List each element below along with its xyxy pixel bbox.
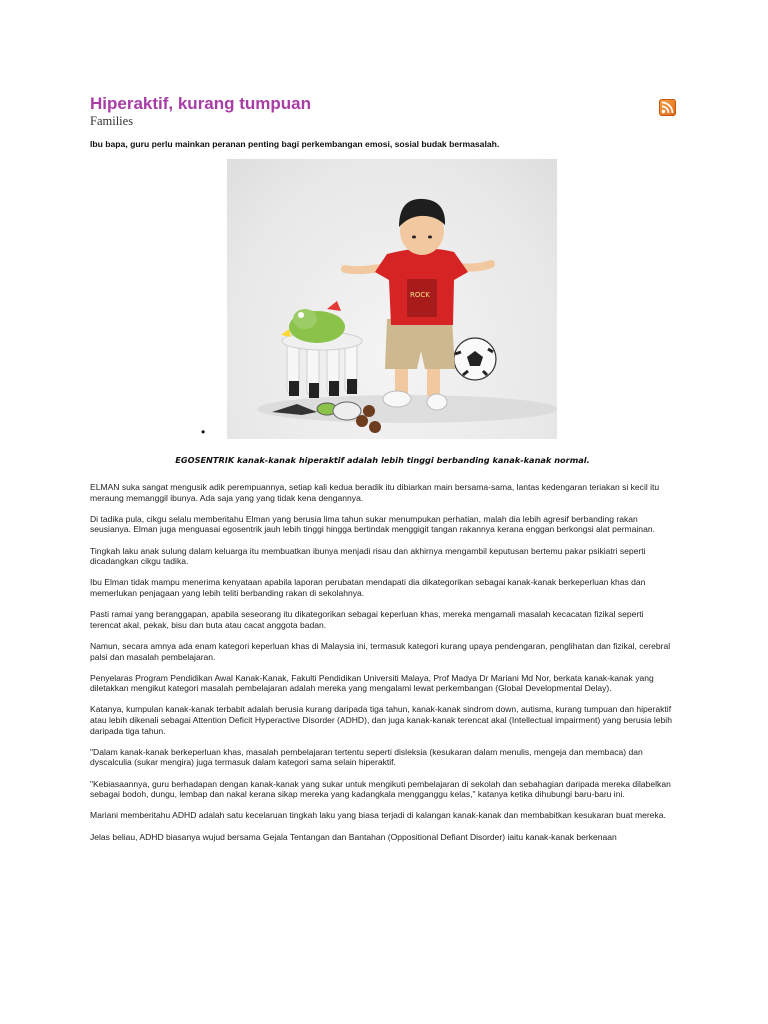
article-paragraph: Ibu Elman tidak mampu menerima kenyataan apabila laporan perubatan mendapati dia dikategorikan sebagai kanak-kanak berkeperluan khas dan memerlukan penjagaan yang lebih teliti berbanding rakan di sekolahnya. (90, 577, 646, 598)
article-paragraph: Tingkah laku anak sulung dalam keluarga itu membuatkan ibunya menjadi risau dan akhirnya mengambil keputusan bertemu pakar psikiatri seperti dicadangkan cikgu tadika. (90, 545, 646, 567)
article-paragraph: Namun, secara amnya ada enam kategori keperluan khas di Malaysia ini, termasuk kategori kurang upaya pendengaran, penglihatan dan fizikal, cerebral palsi dan masalah pembelajaran. (90, 640, 671, 662)
article-paragraph: "Dalam kanak-kanak berkeperluan khas, masalah pembelajaran tertentu seperti disleksia (kesukaran dalam menulis, mengeja dan membaca) dan dyscalculia (sukar mengira) juga termasuk dalam kategori sama selain hiperaktif. (90, 746, 643, 768)
article-category[interactable]: Families (90, 114, 134, 128)
article-paragraph: Jelas beliau, ADHD biasanya wujud bersama Gejala Tentangan dan Bantahan (Oppositional Defiant Disorder) iaitu kanak-kanak berkenaan (90, 831, 617, 842)
rss-feed-icon[interactable] (659, 99, 676, 116)
article-title: Hiperaktif, kurang tumpuan (90, 94, 312, 113)
article-paragraph: Katanya, kumpulan kanak-kanak terbabit adalah berusia kurang daripada tiga tahun, kanak-kanak sindrom down, autisma, kurang tumpuan dan hiperaktif atau lebih dikenali sebagai Attention Deficit Hyperactive Disorder (ADHD), dan juga kanak-kanak terencat akal (Intellectual impairment) yang berusia lebih daripada tiga tahun. (90, 704, 672, 736)
article-paragraph: Penyelaras Program Pendidikan Awal Kanak-Kanak, Fakulti Pendidikan Universiti Malaya, Prof Madya Dr Mariani Md Nor, berkata kanak-kanak yang diletakkan mengikut kategori masalah pembelajaran adalah mereka yang mengalami lewat perkembangan (Global Developmental Delay). (90, 672, 654, 694)
photo-caption: EGOSENTRIK kanak-kanak hiperaktif adalah lebih tinggi berbanding kanak-kanak normal. (175, 455, 590, 465)
svg-text:ROCK: ROCK (410, 291, 430, 299)
article-paragraph: ELMAN suka sangat mengusik adik perempuannya, setiap kali kedua beradik itu dibiarkan main bersama-sama, lantas kedengaran teriakan si kecil itu meraung memanggil ibunya. Ada saja yang yang tidak kena dengannya. (90, 482, 660, 503)
article-lede: Ibu bapa, guru perlu mainkan peranan penting bagi perkembangan emosi, sosial budak bermasalah. (90, 139, 500, 149)
article-paragraph: Di tadika pula, cikgu selalu memberitahu Elman yang berusia lima tahun sukar menumpukan perhatian, malah dia lebih agresif berbanding rakan seusianya. Elman juga menguasai egosentrik jauh lebih tinggi hingga bertindak menggigit tangan rakannya kerana enggan berkongsi alat permainan. (90, 513, 655, 535)
article-paragraph: "Kebiasaannya, guru berhadapan dengan kanak-kanak yang sukar untuk mengikuti pembelajaran di sekolah dan sebahagian daripada mereka dilabelkan sebagai bodoh, dungu, lembap dan nakal kerana sikap mereka yang kadangkala mengganggu kelas," katanya ketika dihubungi baru-baru ini. (90, 778, 671, 800)
article-body (90, 482, 676, 853)
article-paragraph: Mariani memberitahu ADHD adalah satu kecelaruan tingkah laku yang biasa terjadi di kalangan kanak-kanak dan membabitkan kesukaran buat mereka. (90, 810, 666, 821)
article-paragraph: Pasti ramai yang beranggapan, apabila seseorang itu dikategorikan sebagai keperluan khas, mereka mengamali masalah kecacatan fizikal seperti terencat akal, pekak, bisu dan buta atau cacat anggota badan. (90, 609, 644, 630)
list-bullet: • (201, 425, 206, 439)
article-photo (227, 159, 557, 439)
